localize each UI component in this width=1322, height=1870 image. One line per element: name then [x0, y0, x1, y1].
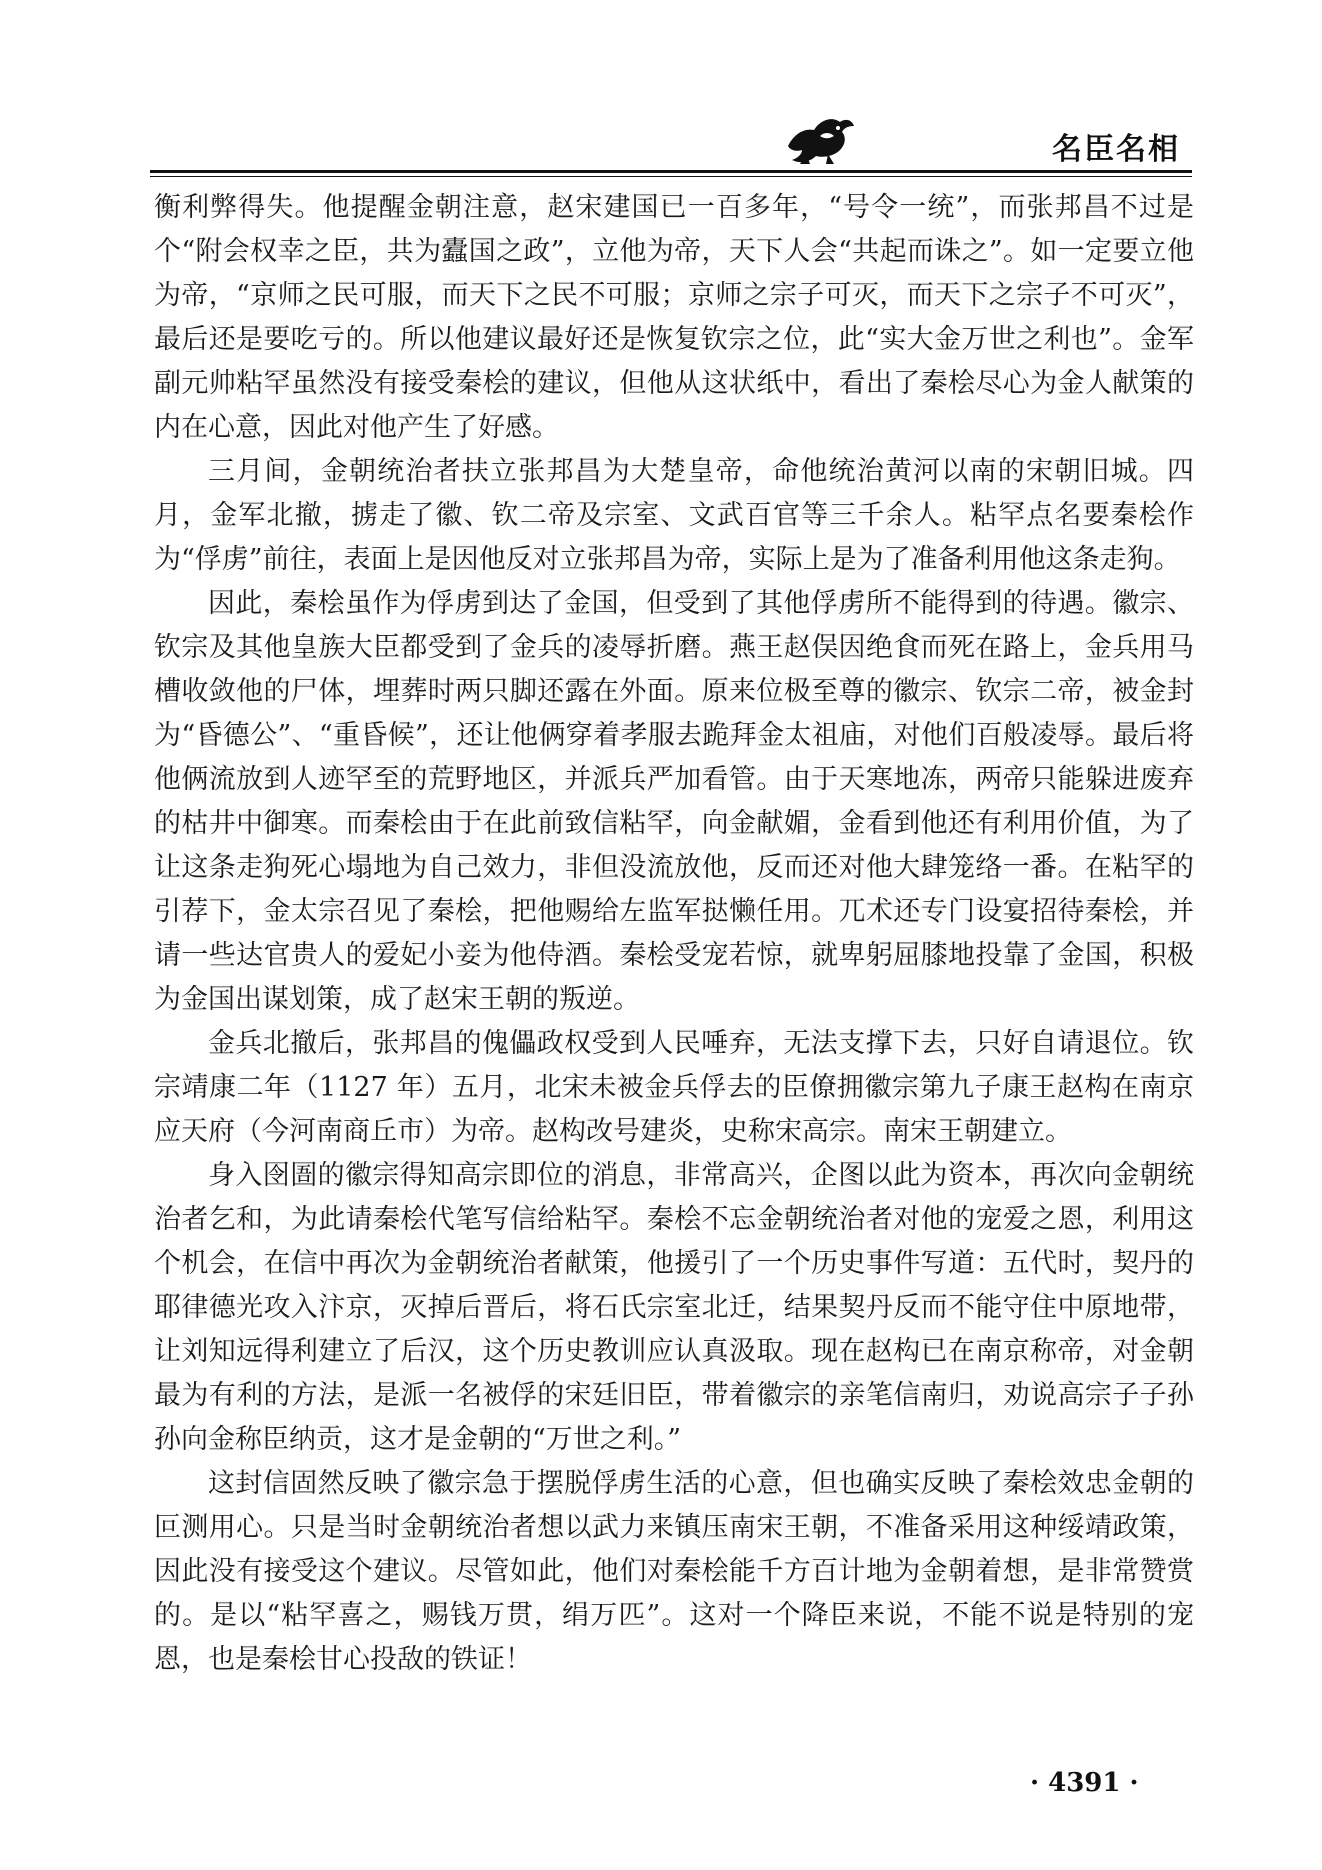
header-divider: [150, 170, 1192, 173]
dragon-emblem-icon: [780, 106, 858, 168]
article-body: [154, 186, 1194, 1682]
paragraph: 身入囹圄的徽宗得知高宗即位的消息，非常高兴，企图以此为资本，再次向金朝统治者乞和，为此请秦桧代笔写信给粘罕。秦桧不忘金朝统治者对他的宠爱之恩，利用这个机会，在信中再次为金朝统治者献策，他援引了一个历史事件写道：五代时，契丹的耶律德光攻入汴京，灭掉后晋后，将石氏宗室北迁，结果契丹反而不能守住中原地带，让刘知远得利建立了后汉，这个历史教训应认真汲取。现在赵构已在南京称帝，对金朝最为有利的方法，是派一名被俘的宋廷旧臣，带着徽宗的亲笔信南归，劝说高宗子子孙孙向金称臣纳贡，这才是金朝的“万世之利。”: [154, 1160, 1194, 1455]
page-number: · 4391 ·: [1030, 1768, 1139, 1798]
page-header: [150, 112, 1192, 168]
paragraph: 衡利弊得失。他提醒金朝注意，赵宋建国已一百多年，“号令一统”，而张邦昌不过是个“附会权幸之臣，共为蠹国之政”，立他为帝，天下人会“共起而诛之”。如一定要立他为帝，“京师之民可服，而天下之民不可服；京师之宗子可灭，而天下之宗子不可灭”，最后还是要吃亏的。所以他建议最好还是恢复钦宗之位，此“实大金万世之利也”。金军副元帅粘罕虽然没有接受秦桧的建议，但他从这状纸中，看出了秦桧尽心为金人献策的内在心意，因此对他产生了好感。: [154, 192, 1194, 443]
paragraph: 这封信固然反映了徽宗急于摆脱俘虏生活的心意，但也确实反映了秦桧效忠金朝的叵测用心。只是当时金朝统治者想以武力来镇压南宋王朝，不准备采用这种绥靖政策，因此没有接受这个建议。尽管如此，他们对秦桧能千方百计地为金朝着想，是非常赞赏的。是以“粘罕喜之，赐钱万贯，绢万匹”。这对一个降臣来说，不能不说是特别的宠恩，也是秦桧甘心投敌的铁证！: [154, 1468, 1194, 1675]
page-title: 名臣名相: [1052, 132, 1180, 167]
paragraph: 三月间，金朝统治者扶立张邦昌为大楚皇帝，命他统治黄河以南的宋朝旧城。四月，金军北撤，掳走了徽、钦二帝及宗室、文武百官等三千余人。粘罕点名要秦桧作为“俘虏”前往，表面上是因他反对立张邦昌为帝，实际上是为了准备利用他这条走狗。: [154, 456, 1194, 575]
paragraph: 金兵北撤后，张邦昌的傀儡政权受到人民唾弃，无法支撑下去，只好自请退位。钦宗靖康二年（1127 年）五月，北宋未被金兵俘去的臣僚拥徽宗第九子康王赵构在南京应天府（今河南商丘市）为帝。赵构改号建炎，史称宋高宗。南宋王朝建立。: [154, 1028, 1194, 1147]
paragraph: 因此，秦桧虽作为俘虏到达了金国，但受到了其他俘虏所不能得到的待遇。徽宗、钦宗及其他皇族大臣都受到了金兵的凌辱折磨。燕王赵俣因绝食而死在路上，金兵用马槽收敛他的尸体，埋葬时两只脚还露在外面。原来位极至尊的徽宗、钦宗二帝，被金封为“昏德公”、“重昏候”，还让他俩穿着孝服去跪拜金太祖庙，对他们百般凌辱。最后将他俩流放到人迹罕至的荒野地区，并派兵严加看管。由于天寒地冻，两帝只能躲进废弃的枯井中御寒。而秦桧由于在此前致信粘罕，向金献媚，金看到他还有利用价值，为了让这条走狗死心塌地为自己效力，非但没流放他，反而还对他大肆笼络一番。在粘罕的引荐下，金太宗召见了秦桧，把他赐给左监军挞懒任用。兀术还专门设宴招待秦桧，并请一些达官贵人的爱妃小妾为他侍酒。秦桧受宠若惊，就卑躬屈膝地投靠了金国，积极为金国出谋划策，成了赵宋王朝的叛逆。: [154, 588, 1194, 1015]
header-divider-thin: [150, 176, 1192, 177]
